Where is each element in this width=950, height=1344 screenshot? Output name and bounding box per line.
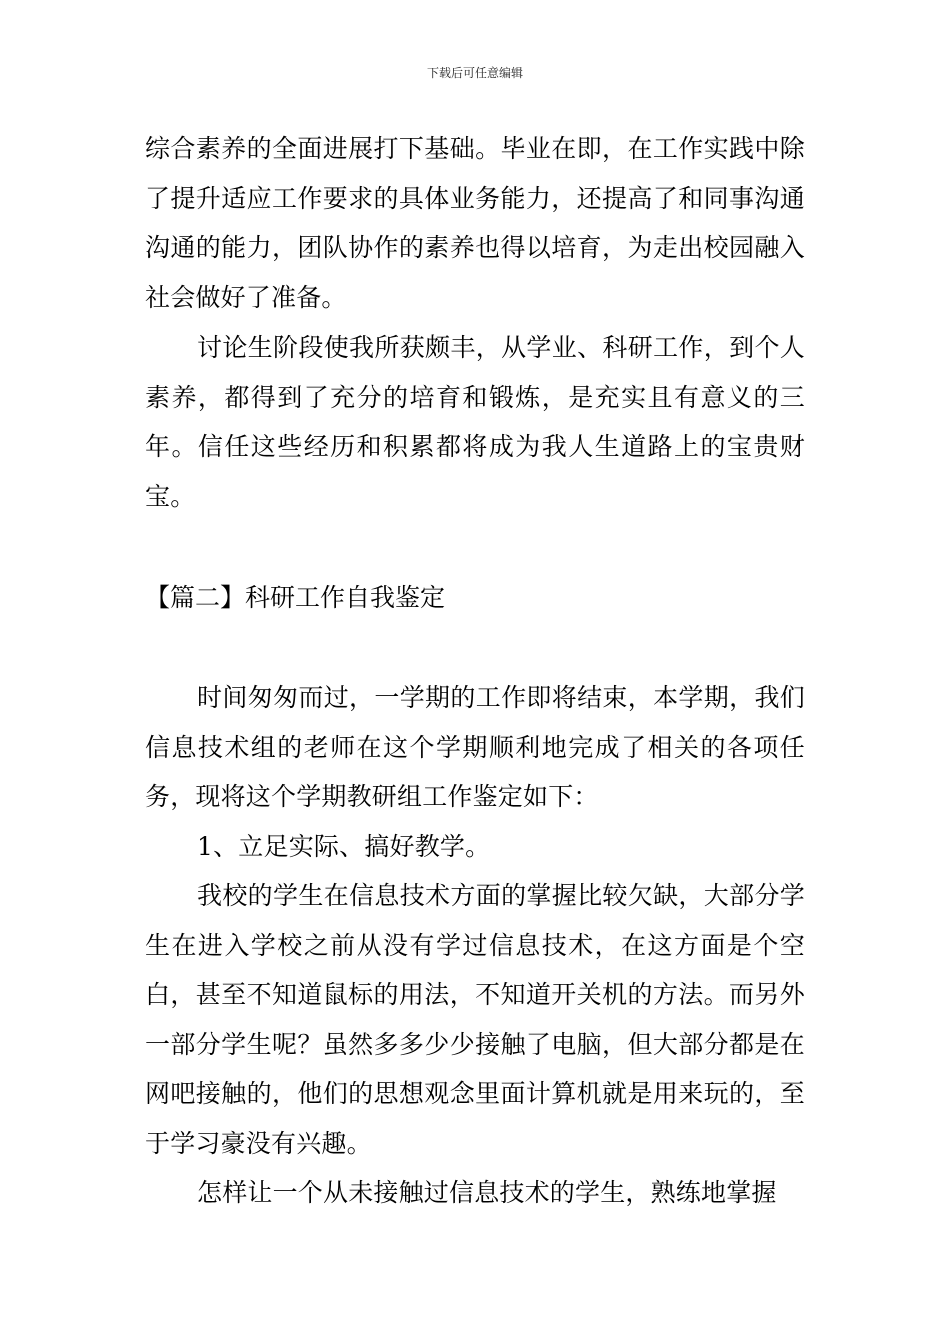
paragraph-3: 时间匆匆而过，一学期的工作即将结束，本学期，我们信息技术组的老师在这个学期顺利地完成了相关的各项任务，现将这个学期教研组工作鉴定如下： bbox=[145, 683, 805, 811]
paragraph-4: 1、立足实际、搞好教学。 bbox=[197, 832, 491, 861]
page-header-note: 下载后可任意编辑 bbox=[426, 66, 523, 80]
paragraph-5: 我校的学生在信息技术方面的掌握比较欠缺，大部分学生在进入学校之前从没有学过信息技术，在这方面是个空白，甚至不知道鼠标的用法，不知道开关机的方法。而另外一部分学生呢？虽然多多少少接触了电脑，但大部分都是在网吧接触的，他们的思想观念里面计算机就是用来玩的，至于学习豪没有兴趣。 bbox=[145, 881, 805, 1158]
section-heading: 【篇二】科研工作自我鉴定 bbox=[145, 583, 446, 612]
paragraph-6: 怎样让一个从未接触过信息技术的学生，熟练地掌握 bbox=[197, 1178, 777, 1207]
paragraph-1: 综合素养的全面进展打下基础。毕业在即，在工作实践中除了提升适应工作要求的具体业务能力，还提高了和同事沟通沟通的能力，团队协作的素养也得以培育，为走出校园融入社会做好了准备。 bbox=[145, 134, 805, 312]
paragraph-2: 讨论生阶段使我所获颇丰，从学业、科研工作，到个人素养，都得到了充分的培育和锻炼，是充实且有意义的三年。信任这些经历和积累都将成为我人生道路上的宝贵财宝。 bbox=[145, 333, 805, 511]
